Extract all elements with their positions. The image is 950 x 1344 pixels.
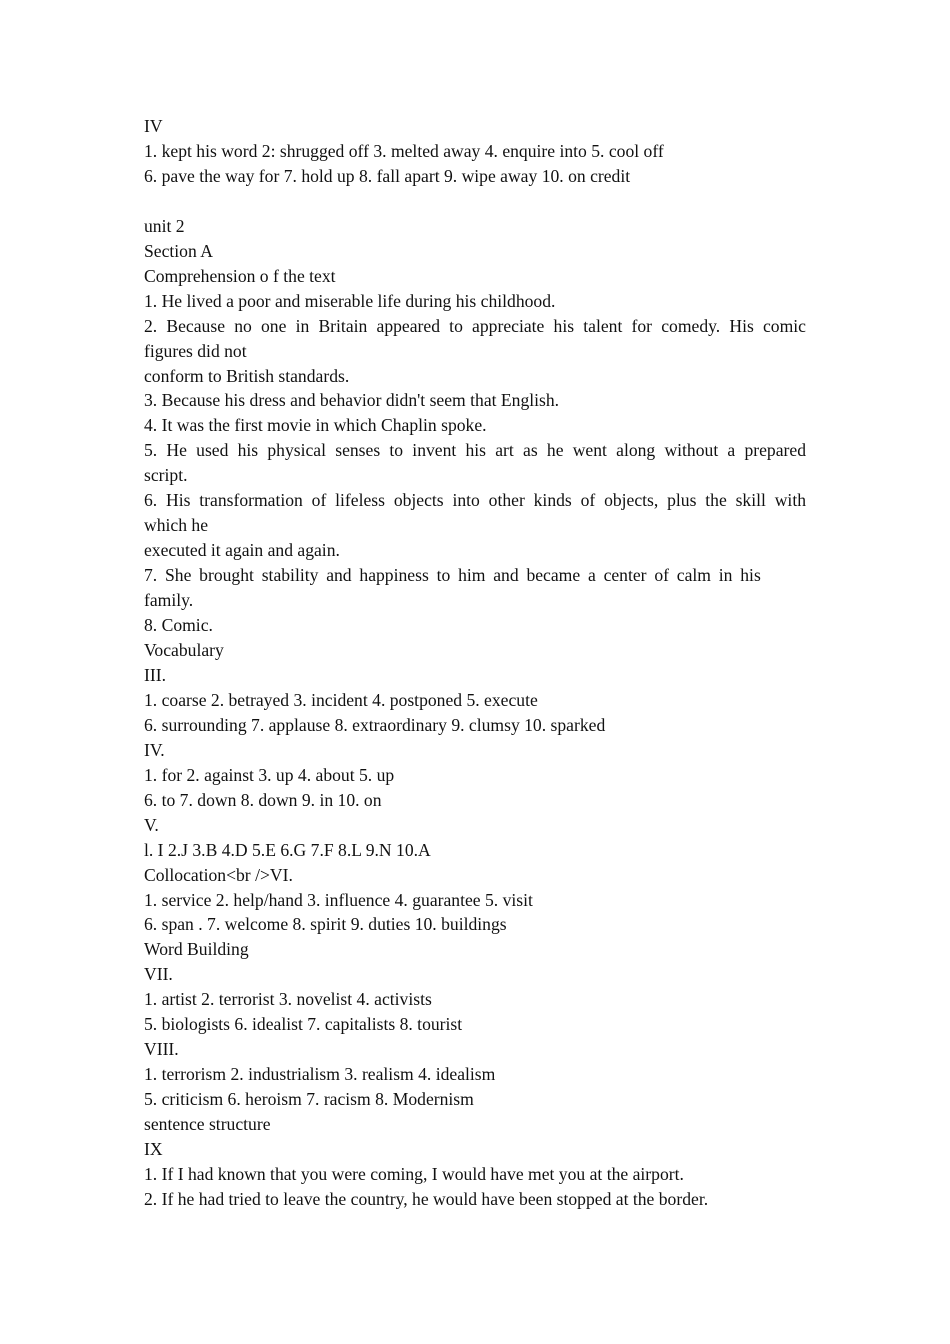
blank-line <box>144 189 806 214</box>
subsection-heading: Collocation<br />VI. <box>144 864 293 885</box>
answer-line: 1. service 2. help/hand 3. influence 4. guarantee 5. visit <box>144 889 533 910</box>
answer-line: 2. If he had tried to leave the country, he would have been stopped at the border. <box>144 1188 709 1209</box>
answer-line: 6. pave the way for 7. hold up 8. fall apart 9. wipe away 10. on credit <box>144 165 631 186</box>
answer-line: 5. He used his physical senses to invent his art as he went along without a prepared <box>144 440 806 461</box>
answer-line: 1. kept his word 2: shrugged off 3. melted away 4. enquire into 5. cool off <box>144 140 664 161</box>
unit-heading: unit 2 <box>144 215 185 236</box>
answer-line: 1. artist 2. terrorist 3. novelist 4. activists <box>144 989 432 1010</box>
answer-line: figures did not <box>144 340 247 361</box>
subsection-heading: Vocabulary <box>144 640 224 660</box>
subsection-heading: sentence structure <box>144 1114 271 1135</box>
exercise-number: VIII. <box>144 1039 179 1060</box>
answer-line: 5. criticism 6. heroism 7. racism 8. Modernism <box>144 1089 474 1110</box>
answer-line: 6. His transformation of lifeless objects into other kinds of objects, plus the skill with <box>144 490 806 511</box>
exercise-number: IV. <box>144 739 165 760</box>
answer-line: which he <box>144 515 209 536</box>
answer-line: l. I 2.J 3.B 4.D 5.E 6.G 7.F 8.L 9.N 10.A <box>144 839 431 860</box>
subsection-heading: Comprehension o f the text <box>144 265 336 286</box>
answer-line: executed it again and again. <box>144 540 340 561</box>
answer-line: 3. Because his dress and behavior didn't seem that English. <box>144 390 560 411</box>
answer-line: 6. span . 7. welcome 8. spirit 9. duties 10. buildings <box>144 914 507 935</box>
answer-line: 2. Because no one in Britain appeared to appreciate his talent for comedy. His comic <box>144 315 806 336</box>
exercise-number: V. <box>144 814 159 835</box>
answer-line: family. <box>144 590 194 611</box>
answer-line: 6. surrounding 7. applause 8. extraordinary 9. clumsy 10. sparked <box>144 714 606 735</box>
answer-line: 1. terrorism 2. industrialism 3. realism 4. idealism <box>144 1064 496 1085</box>
section-heading-iv: IV <box>144 116 163 136</box>
exercise-number: IX <box>144 1139 163 1160</box>
answer-line: 1. He lived a poor and miserable life during his childhood. <box>144 290 556 311</box>
answer-line: conform to British standards. <box>144 365 350 386</box>
answer-line: 4. It was the first movie in which Chaplin spoke. <box>144 415 487 436</box>
answer-line: 5. biologists 6. idealist 7. capitalists 8. tourist <box>144 1014 463 1035</box>
section-heading: Section A <box>144 240 213 261</box>
answer-line: script. <box>144 465 188 486</box>
answer-line: 1. for 2. against 3. up 4. about 5. up <box>144 764 395 785</box>
answer-line: 7. She brought stability and happiness to him and became a center of calm in his <box>144 565 761 586</box>
exercise-number: VII. <box>144 964 173 985</box>
subsection-heading: Word Building <box>144 939 249 960</box>
document-page <box>144 114 806 1212</box>
answer-line: 8. Comic. <box>144 615 213 636</box>
answer-line: 6. to 7. down 8. down 9. in 10. on <box>144 789 382 810</box>
exercise-number: III. <box>144 664 166 685</box>
answer-line: 1. If I had known that you were coming, I would have met you at the airport. <box>144 1164 684 1185</box>
answer-line: 1. coarse 2. betrayed 3. incident 4. postponed 5. execute <box>144 689 538 710</box>
